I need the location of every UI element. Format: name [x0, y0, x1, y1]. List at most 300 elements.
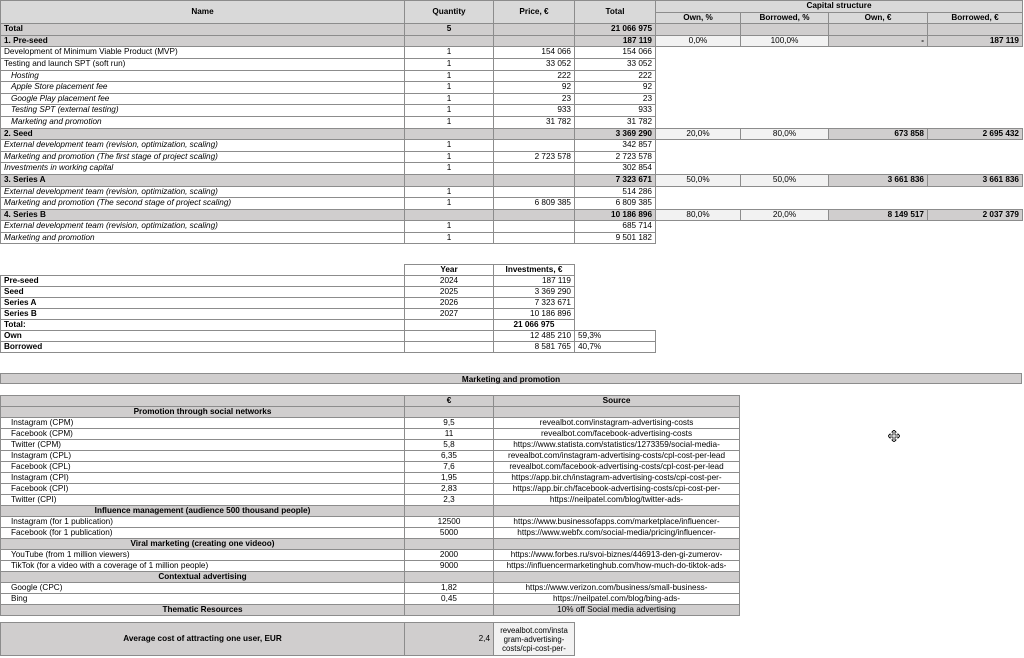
empty-cell — [928, 186, 1023, 198]
row-price[interactable]: 154 066 — [494, 47, 575, 59]
row-price[interactable] — [494, 174, 575, 186]
empty-cell — [928, 47, 1023, 59]
marketing-label[interactable]: TikTok (for a video with a coverage of 1 million people) — [1, 561, 405, 572]
empty-cell — [829, 232, 928, 244]
investment-label[interactable]: Own — [1, 331, 405, 342]
marketing-source[interactable] — [494, 506, 740, 517]
marketing-eur[interactable]: 11 — [405, 429, 494, 440]
marketing-eur[interactable] — [405, 506, 494, 517]
marketing-eur[interactable] — [405, 572, 494, 583]
row-total[interactable]: 9 501 182 — [575, 232, 656, 244]
row-borrowed-eur[interactable]: 187 119 — [928, 35, 1023, 47]
avg-cost-value[interactable]: 2,4 — [405, 623, 494, 656]
table-row — [1, 550, 740, 561]
empty-cell — [829, 116, 928, 128]
row-quantity[interactable]: 5 — [405, 24, 494, 36]
empty-cell — [656, 93, 741, 105]
empty-cell — [928, 93, 1023, 105]
table-row — [1, 528, 740, 539]
empty-cell — [656, 151, 741, 163]
row-quantity[interactable]: 1 — [405, 221, 494, 233]
table-row — [1, 506, 740, 517]
investment-year[interactable]: 2027 — [405, 309, 494, 320]
marketing-section-label[interactable]: Influence management (audience 500 thousand people) — [1, 506, 405, 517]
marketing-table — [0, 395, 740, 616]
marketing-source[interactable]: https://www.verizon.com/business/small-business- — [494, 583, 740, 594]
investment-label[interactable]: Borrowed — [1, 342, 405, 353]
investment-value[interactable]: 21 066 975 — [494, 320, 575, 331]
table-row — [1, 93, 1023, 105]
row-total[interactable]: 10 186 896 — [575, 209, 656, 221]
row-total[interactable]: 33 052 — [575, 58, 656, 70]
empty-cell — [656, 58, 741, 70]
table-row — [1, 186, 1023, 198]
row-quantity[interactable] — [405, 128, 494, 140]
marketing-source[interactable]: https://neilpatel.com/blog/bing-ads- — [494, 594, 740, 605]
row-own-eur[interactable]: 673 858 — [829, 128, 928, 140]
empty-cell — [829, 151, 928, 163]
row-name[interactable]: Testing and launch SPT (soft run) — [1, 58, 405, 70]
row-quantity[interactable] — [405, 174, 494, 186]
marketing-label[interactable]: Google (CPC) — [1, 583, 405, 594]
empty-cell — [741, 93, 829, 105]
marketing-section-label[interactable]: Promotion through social networks — [1, 407, 405, 418]
investment-value[interactable]: 187 119 — [494, 276, 575, 287]
empty-cell — [741, 151, 829, 163]
table-row — [1, 440, 740, 451]
row-name[interactable]: 1. Pre-seed — [1, 35, 405, 47]
marketing-eur[interactable]: 2,3 — [405, 495, 494, 506]
row-borrowed-eur[interactable]: 2 037 379 — [928, 209, 1023, 221]
marketing-label[interactable]: YouTube (from 1 million viewers) — [1, 550, 405, 561]
marketing-source[interactable]: https://www.businessofapps.com/marketplace/influencer- — [494, 517, 740, 528]
empty-cell — [741, 105, 829, 117]
row-price[interactable]: 31 782 — [494, 116, 575, 128]
investment-label[interactable]: Pre-seed — [1, 276, 405, 287]
marketing-source[interactable]: https://www.statista.com/statistics/1273359/social-media- — [494, 440, 740, 451]
investment-value[interactable]: 8 581 765 — [494, 342, 575, 353]
marketing-section-label[interactable]: Thematic Resources — [1, 605, 405, 616]
row-quantity[interactable]: 1 — [405, 47, 494, 59]
row-borrowed-pct[interactable]: 80,0% — [741, 128, 829, 140]
row-total[interactable]: 92 — [575, 82, 656, 94]
row-name[interactable]: Investments in working capital — [1, 163, 405, 175]
row-own-pct[interactable]: 20,0% — [656, 128, 741, 140]
empty-cell — [928, 221, 1023, 233]
header-own-pct[interactable]: Own, % — [656, 12, 741, 24]
marketing-header-source[interactable]: Source — [494, 396, 740, 407]
empty-cell — [741, 82, 829, 94]
empty-cell — [829, 186, 928, 198]
header-borrowed-eur[interactable]: Borrowed, € — [928, 12, 1023, 24]
empty-cell — [928, 198, 1023, 210]
empty-cell — [928, 151, 1023, 163]
row-total[interactable]: 2 723 578 — [575, 151, 656, 163]
marketing-eur[interactable]: 5000 — [405, 528, 494, 539]
empty-cell — [829, 70, 928, 82]
marketing-eur[interactable] — [405, 407, 494, 418]
row-empty-cell[interactable] — [656, 24, 741, 36]
table-row — [1, 232, 1023, 244]
marketing-eur[interactable]: 9,5 — [405, 418, 494, 429]
row-total[interactable]: 7 323 671 — [575, 174, 656, 186]
capital-table — [0, 0, 1023, 244]
marketing-label[interactable]: Twitter (CPM) — [1, 440, 405, 451]
investment-year[interactable]: 2025 — [405, 287, 494, 298]
table-row — [1, 24, 1023, 36]
row-name[interactable]: Total — [1, 24, 405, 36]
marketing-eur[interactable]: 2000 — [405, 550, 494, 561]
table-row — [1, 320, 656, 331]
table-row — [1, 140, 1023, 152]
marketing-section-title[interactable]: Marketing and promotion — [0, 373, 1022, 384]
row-total[interactable]: 342 857 — [575, 140, 656, 152]
table-row — [1, 418, 740, 429]
investment-year[interactable]: 2024 — [405, 276, 494, 287]
marketing-header-eur[interactable]: € — [405, 396, 494, 407]
investment-value[interactable]: 12 485 210 — [494, 331, 575, 342]
empty-cell — [741, 221, 829, 233]
row-quantity[interactable]: 1 — [405, 70, 494, 82]
row-total[interactable]: 31 782 — [575, 116, 656, 128]
row-quantity[interactable]: 1 — [405, 105, 494, 117]
investment-label[interactable]: Series A — [1, 298, 405, 309]
row-total[interactable]: 154 066 — [575, 47, 656, 59]
empty-cell — [741, 198, 829, 210]
avg-cost-source[interactable]: revealbot.com/insta gram-advertising-costs/cpi-cost-per- — [494, 623, 575, 656]
empty-cell — [656, 105, 741, 117]
row-total[interactable]: 187 119 — [575, 35, 656, 47]
row-price[interactable]: 2 723 578 — [494, 151, 575, 163]
marketing-label[interactable]: Instagram (CPM) — [1, 418, 405, 429]
table-row — [1, 70, 1023, 82]
row-borrowed-pct[interactable]: 20,0% — [741, 209, 829, 221]
table-row — [1, 58, 1023, 70]
empty-cell — [928, 232, 1023, 244]
table-row — [1, 151, 1023, 163]
marketing-label[interactable]: Twitter (CPI) — [1, 495, 405, 506]
empty-cell — [829, 58, 928, 70]
row-quantity[interactable]: 1 — [405, 58, 494, 70]
table-row — [1, 407, 740, 418]
marketing-eur[interactable]: 1,95 — [405, 473, 494, 484]
table-row — [1, 163, 1023, 175]
row-price[interactable]: 222 — [494, 70, 575, 82]
marketing-header-row — [1, 396, 740, 407]
row-own-eur[interactable]: - — [829, 35, 928, 47]
table-row — [1, 342, 656, 353]
row-own-pct[interactable]: 80,0% — [656, 209, 741, 221]
marketing-label[interactable]: Bing — [1, 594, 405, 605]
empty-cell — [741, 70, 829, 82]
table-row — [1, 605, 740, 616]
empty-cell — [741, 140, 829, 152]
row-empty-cell[interactable] — [741, 24, 829, 36]
marketing-source[interactable]: https://www.forbes.ru/svoi-biznes/446913-den-gi-zumerov- — [494, 550, 740, 561]
marketing-eur[interactable]: 0,45 — [405, 594, 494, 605]
row-name[interactable]: Hosting — [1, 70, 405, 82]
empty-cell — [656, 186, 741, 198]
table-row — [1, 462, 740, 473]
empty-cell — [829, 105, 928, 117]
marketing-source[interactable]: https://www.webfx.com/social-media/pricing/influencer- — [494, 528, 740, 539]
investment-pct — [575, 287, 656, 298]
table-row — [1, 174, 1023, 186]
row-price[interactable] — [494, 209, 575, 221]
marketing-source[interactable]: 10% off Social media advertising — [494, 605, 740, 616]
investments-header-row — [1, 265, 656, 276]
row-quantity[interactable]: 1 — [405, 198, 494, 210]
table-row — [1, 116, 1023, 128]
investment-year[interactable] — [405, 320, 494, 331]
row-price[interactable] — [494, 128, 575, 140]
row-borrowed-eur[interactable]: 3 661 836 — [928, 174, 1023, 186]
empty-cell — [741, 186, 829, 198]
empty-cell — [656, 221, 741, 233]
marketing-eur[interactable]: 1,82 — [405, 583, 494, 594]
row-name[interactable]: Google Play placement fee — [1, 93, 405, 105]
empty-cell — [656, 163, 741, 175]
marketing-source[interactable] — [494, 539, 740, 550]
investment-value[interactable]: 10 186 896 — [494, 309, 575, 320]
table-row — [1, 35, 1023, 47]
header-name[interactable]: Name — [1, 1, 405, 24]
marketing-eur[interactable] — [405, 605, 494, 616]
empty-cell — [928, 70, 1023, 82]
investment-pct — [575, 309, 656, 320]
row-price[interactable] — [494, 163, 575, 175]
row-borrowed-pct[interactable]: 50,0% — [741, 174, 829, 186]
empty-cell — [741, 163, 829, 175]
investment-pct — [575, 320, 656, 331]
table-row — [1, 451, 740, 462]
header-own-eur[interactable]: Own, € — [829, 12, 928, 24]
row-price[interactable]: 92 — [494, 82, 575, 94]
investment-pct[interactable]: 40,7% — [575, 342, 656, 353]
marketing-source[interactable]: https://influencermarketinghub.com/how-much-do-tiktok-ads- — [494, 561, 740, 572]
table-row — [1, 583, 740, 594]
row-price[interactable] — [494, 35, 575, 47]
marketing-label[interactable]: Facebook (CPL) — [1, 462, 405, 473]
row-quantity[interactable] — [405, 35, 494, 47]
investment-pct — [575, 298, 656, 309]
table-row — [1, 572, 740, 583]
row-name[interactable]: External development team (revision, optimization, scaling) — [1, 186, 405, 198]
marketing-source[interactable] — [494, 572, 740, 583]
table-row — [1, 105, 1023, 117]
empty-cell — [656, 70, 741, 82]
marketing-eur[interactable]: 9000 — [405, 561, 494, 572]
investment-value[interactable]: 3 369 290 — [494, 287, 575, 298]
marketing-source[interactable]: revealbot.com/facebook-advertising-costs/cpl-cost-per-lead — [494, 462, 740, 473]
marketing-section-label[interactable]: Viral marketing (creating one videoo) — [1, 539, 405, 550]
row-own-eur[interactable]: 3 661 836 — [829, 174, 928, 186]
marketing-source[interactable]: https://app.bir.ch/instagram-advertising-costs/cpi-cost-per- — [494, 473, 740, 484]
table-row — [1, 473, 740, 484]
table-row — [1, 331, 656, 342]
row-total[interactable]: 514 286 — [575, 186, 656, 198]
marketing-label[interactable]: Facebook (for 1 publication) — [1, 528, 405, 539]
investment-label[interactable]: Series B — [1, 309, 405, 320]
marketing-header-label[interactable] — [1, 396, 405, 407]
investments-header-value[interactable]: Investments, € — [494, 265, 575, 276]
investment-year[interactable] — [405, 331, 494, 342]
row-name[interactable]: 3. Series A — [1, 174, 405, 186]
row-total[interactable]: 222 — [575, 70, 656, 82]
row-name[interactable]: External development team (revision, optimization, scaling) — [1, 140, 405, 152]
row-total[interactable]: 6 809 385 — [575, 198, 656, 210]
row-name[interactable]: Marketing and promotion — [1, 232, 405, 244]
table-row — [1, 561, 740, 572]
row-empty-cell[interactable] — [829, 24, 928, 36]
row-price[interactable] — [494, 186, 575, 198]
investment-pct[interactable]: 59,3% — [575, 331, 656, 342]
marketing-source[interactable]: revealbot.com/instagram-advertising-costs/cpl-cost-per-lead — [494, 451, 740, 462]
table-row — [1, 309, 656, 320]
table-row — [1, 517, 740, 528]
empty-cell — [928, 116, 1023, 128]
investment-year[interactable] — [405, 342, 494, 353]
marketing-label[interactable]: Facebook (CPI) — [1, 484, 405, 495]
row-name[interactable]: 2. Seed — [1, 128, 405, 140]
marketing-source[interactable] — [494, 407, 740, 418]
marketing-label[interactable]: Instagram (CPL) — [1, 451, 405, 462]
row-quantity[interactable]: 1 — [405, 186, 494, 198]
empty-cell — [656, 116, 741, 128]
row-price[interactable]: 933 — [494, 105, 575, 117]
empty-cell — [928, 105, 1023, 117]
row-quantity[interactable]: 1 — [405, 151, 494, 163]
row-name[interactable]: External development team (revision, optimization, scaling) — [1, 221, 405, 233]
empty-cell — [829, 198, 928, 210]
empty-cell — [741, 116, 829, 128]
empty-cell — [741, 47, 829, 59]
row-quantity[interactable]: 1 — [405, 116, 494, 128]
row-price[interactable]: 6 809 385 — [494, 198, 575, 210]
header-total[interactable]: Total — [575, 1, 656, 24]
row-name[interactable]: Testing SPT (external testing) — [1, 105, 405, 117]
empty-cell — [741, 232, 829, 244]
row-borrowed-eur[interactable]: 2 695 432 — [928, 128, 1023, 140]
empty-cell — [656, 82, 741, 94]
table-row — [1, 429, 740, 440]
marketing-eur[interactable]: 5,8 — [405, 440, 494, 451]
table-row — [1, 128, 1023, 140]
empty-cell — [829, 140, 928, 152]
marketing-label[interactable]: Instagram (for 1 publication) — [1, 517, 405, 528]
row-quantity[interactable]: 1 — [405, 140, 494, 152]
avg-cost-table — [0, 622, 575, 656]
table-row — [1, 209, 1023, 221]
row-quantity[interactable]: 1 — [405, 82, 494, 94]
row-total[interactable]: 933 — [575, 105, 656, 117]
marketing-section-label[interactable]: Contextual advertising — [1, 572, 405, 583]
marketing-source[interactable]: revealbot.com/instagram-advertising-costs — [494, 418, 740, 429]
row-price[interactable]: 33 052 — [494, 58, 575, 70]
header-price[interactable]: Price, € — [494, 1, 575, 24]
row-name[interactable]: Marketing and promotion (The second stage of project scaling) — [1, 198, 405, 210]
row-price[interactable] — [494, 140, 575, 152]
marketing-eur[interactable]: 2,83 — [405, 484, 494, 495]
empty-cell — [928, 163, 1023, 175]
investment-label[interactable]: Total: — [1, 320, 405, 331]
marketing-eur[interactable]: 6,35 — [405, 451, 494, 462]
empty-cell — [829, 221, 928, 233]
table-row — [1, 276, 656, 287]
row-name[interactable]: Development of Minimum Viable Product (MVP) — [1, 47, 405, 59]
row-borrowed-pct[interactable]: 100,0% — [741, 35, 829, 47]
investment-value[interactable]: 7 323 671 — [494, 298, 575, 309]
row-price[interactable] — [494, 24, 575, 36]
investment-pct — [575, 276, 656, 287]
empty-cell — [656, 47, 741, 59]
empty-cell — [656, 140, 741, 152]
empty-cell — [829, 82, 928, 94]
row-own-pct[interactable]: 50,0% — [656, 174, 741, 186]
empty-cell — [928, 140, 1023, 152]
empty-cell — [928, 58, 1023, 70]
row-quantity[interactable]: 1 — [405, 163, 494, 175]
marketing-eur[interactable]: 7,6 — [405, 462, 494, 473]
marketing-label[interactable]: Instagram (CPI) — [1, 473, 405, 484]
marketing-source[interactable]: revealbot.com/facebook-advertising-costs — [494, 429, 740, 440]
row-price[interactable]: 23 — [494, 93, 575, 105]
marketing-label[interactable]: Facebook (CPM) — [1, 429, 405, 440]
row-empty-cell[interactable] — [928, 24, 1023, 36]
row-name[interactable]: 4. Series B — [1, 209, 405, 221]
empty-cell — [829, 93, 928, 105]
investment-year[interactable]: 2026 — [405, 298, 494, 309]
investments-table — [0, 264, 656, 353]
table-row — [1, 594, 740, 605]
header-capital-structure[interactable]: Capital structure — [656, 1, 1023, 13]
row-name[interactable]: Marketing and promotion (The first stage of project scaling) — [1, 151, 405, 163]
table-row — [1, 82, 1023, 94]
empty-cell — [656, 198, 741, 210]
row-own-eur[interactable]: 8 149 517 — [829, 209, 928, 221]
row-quantity[interactable]: 1 — [405, 93, 494, 105]
investments-header-year[interactable]: Year — [405, 265, 494, 276]
move-cursor-icon — [888, 430, 900, 442]
row-total[interactable]: 21 066 975 — [575, 24, 656, 36]
row-quantity[interactable]: 1 — [405, 232, 494, 244]
empty-cell — [829, 47, 928, 59]
marketing-source[interactable]: https://neilpatel.com/blog/twitter-ads- — [494, 495, 740, 506]
row-own-pct[interactable]: 0,0% — [656, 35, 741, 47]
row-price[interactable] — [494, 221, 575, 233]
marketing-source[interactable]: https://app.bir.ch/facebook-advertising-costs/cpi-cost-per- — [494, 484, 740, 495]
row-price[interactable] — [494, 232, 575, 244]
header-quantity[interactable]: Quantity — [405, 1, 494, 24]
header-borrowed-pct[interactable]: Borrowed, % — [741, 12, 829, 24]
row-name[interactable]: Marketing and promotion — [1, 116, 405, 128]
row-name[interactable]: Apple Store placement fee — [1, 82, 405, 94]
row-total[interactable]: 685 714 — [575, 221, 656, 233]
row-total[interactable]: 3 369 290 — [575, 128, 656, 140]
avg-cost-row — [1, 623, 575, 656]
empty-cell — [928, 82, 1023, 94]
marketing-eur[interactable]: 12500 — [405, 517, 494, 528]
table-row — [1, 221, 1023, 233]
investment-label[interactable]: Seed — [1, 287, 405, 298]
row-quantity[interactable] — [405, 209, 494, 221]
avg-cost-label[interactable]: Average cost of attracting one user, EUR — [1, 623, 405, 656]
row-total[interactable]: 302 854 — [575, 163, 656, 175]
row-total[interactable]: 23 — [575, 93, 656, 105]
marketing-eur[interactable] — [405, 539, 494, 550]
empty-cell — [741, 58, 829, 70]
table-row — [1, 298, 656, 309]
